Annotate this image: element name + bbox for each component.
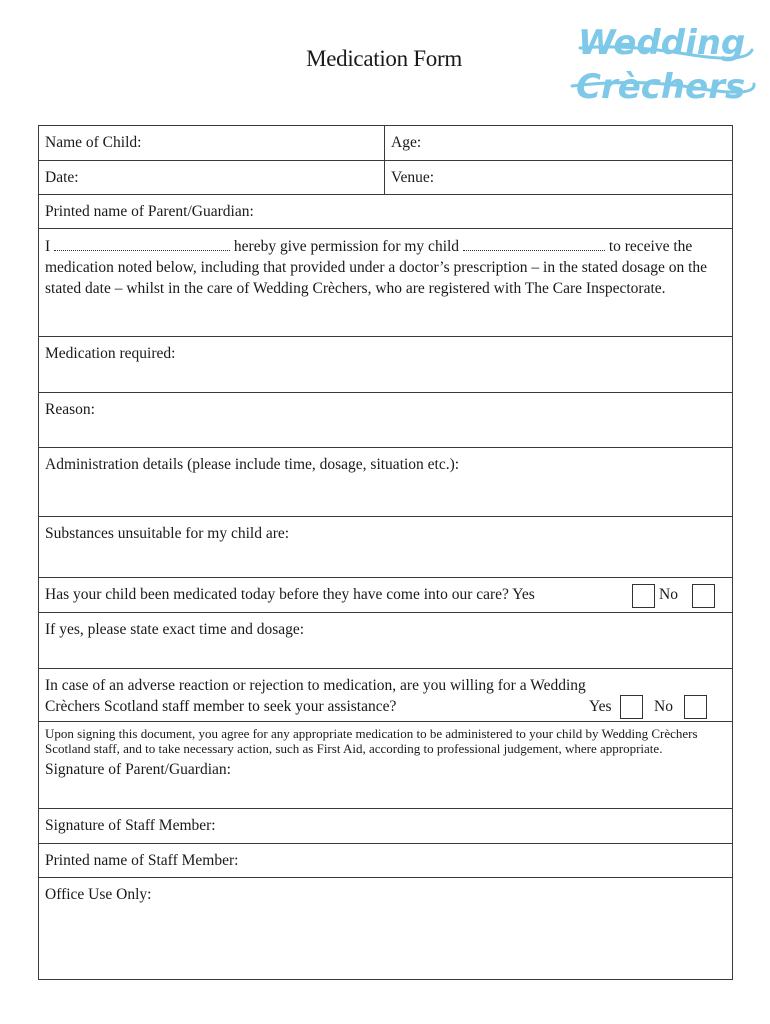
child-name-blank[interactable]	[463, 236, 605, 251]
adverse-no-label: No	[654, 698, 673, 715]
venue-field[interactable]	[385, 161, 733, 195]
adverse-no-checkbox[interactable]	[684, 695, 707, 719]
signature-parent-label: Signature of Parent/Guardian:	[45, 761, 231, 778]
adverse-yes-checkbox[interactable]	[620, 695, 643, 719]
administration-details-label: Administration details (please include time, dosage, situation etc.):	[45, 456, 460, 473]
age-field[interactable]	[385, 126, 733, 161]
wedding-crechers-logo	[566, 14, 758, 116]
medicated-yes-checkbox[interactable]	[632, 584, 655, 608]
date-field[interactable]	[39, 161, 385, 195]
medicated-today-row	[39, 578, 733, 613]
printed-name-parent-field[interactable]	[39, 195, 733, 229]
time-dosage-field[interactable]	[39, 613, 733, 669]
page-title: Medication Form	[306, 46, 462, 71]
age-label: Age:	[391, 134, 422, 151]
logo-text-line1: Wedding	[578, 23, 746, 63]
reason-label: Reason:	[45, 401, 95, 418]
medicated-no-label: No	[659, 586, 678, 603]
agreement-and-parent-signature[interactable]	[39, 722, 733, 809]
medication-required-label: Medication required:	[45, 345, 176, 362]
adverse-yes-label: Yes	[589, 698, 612, 715]
adverse-reaction-question: In case of an adverse reaction or rejection to medication, are you willing for a Wedding Crèchers Scotland staff member to seek your assistance?	[45, 677, 586, 715]
substances-unsuitable-field[interactable]	[39, 517, 733, 578]
signature-staff-field[interactable]	[39, 809, 733, 844]
permission-statement	[39, 229, 733, 337]
printed-name-parent-label: Printed name of Parent/Guardian:	[45, 203, 254, 220]
permission-to-receive: to receive	[608, 238, 670, 255]
medicated-no-checkbox[interactable]	[692, 584, 715, 608]
administration-details-field[interactable]	[39, 448, 733, 517]
permission-rest: the medication noted below, including that provided under a doctor’s prescription – in the stated dosage on the stated date – whilst in the care of Wedding Crèchers, who are registered with The Care Inspectorate.	[45, 238, 708, 297]
permission-i: I	[45, 238, 51, 255]
agreement-text: Upon signing this document, you agree for any appropriate medication to be administered to your child by Wedding Crèchers Scotland staff, and to take necessary action, such as First Aid, according to professional judgement, where appropriate.	[45, 726, 698, 756]
name-of-child-label: Name of Child:	[45, 134, 142, 151]
medication-form-table	[38, 125, 733, 980]
venue-label: Venue:	[391, 169, 435, 186]
reason-field[interactable]	[39, 393, 733, 448]
office-use-field[interactable]	[39, 878, 733, 980]
logo-text-line2: Crèchers	[576, 67, 746, 107]
printed-name-staff-label: Printed name of Staff Member:	[45, 852, 239, 869]
signature-staff-label: Signature of Staff Member:	[45, 817, 216, 834]
printed-name-staff-field[interactable]	[39, 844, 733, 878]
parent-name-blank[interactable]	[54, 236, 230, 251]
office-use-label: Office Use Only:	[45, 886, 152, 903]
medicated-today-question: Has your child been medicated today before they have come into our care? Yes	[45, 586, 535, 603]
name-of-child-field[interactable]	[39, 126, 385, 161]
date-label: Date:	[45, 169, 79, 186]
substances-unsuitable-label: Substances unsuitable for my child are:	[45, 525, 290, 542]
adverse-reaction-row	[39, 669, 733, 722]
permission-text: hereby give permission for my child	[233, 238, 460, 255]
time-dosage-label: If yes, please state exact time and dosage:	[45, 621, 305, 638]
medication-required-field[interactable]	[39, 337, 733, 393]
